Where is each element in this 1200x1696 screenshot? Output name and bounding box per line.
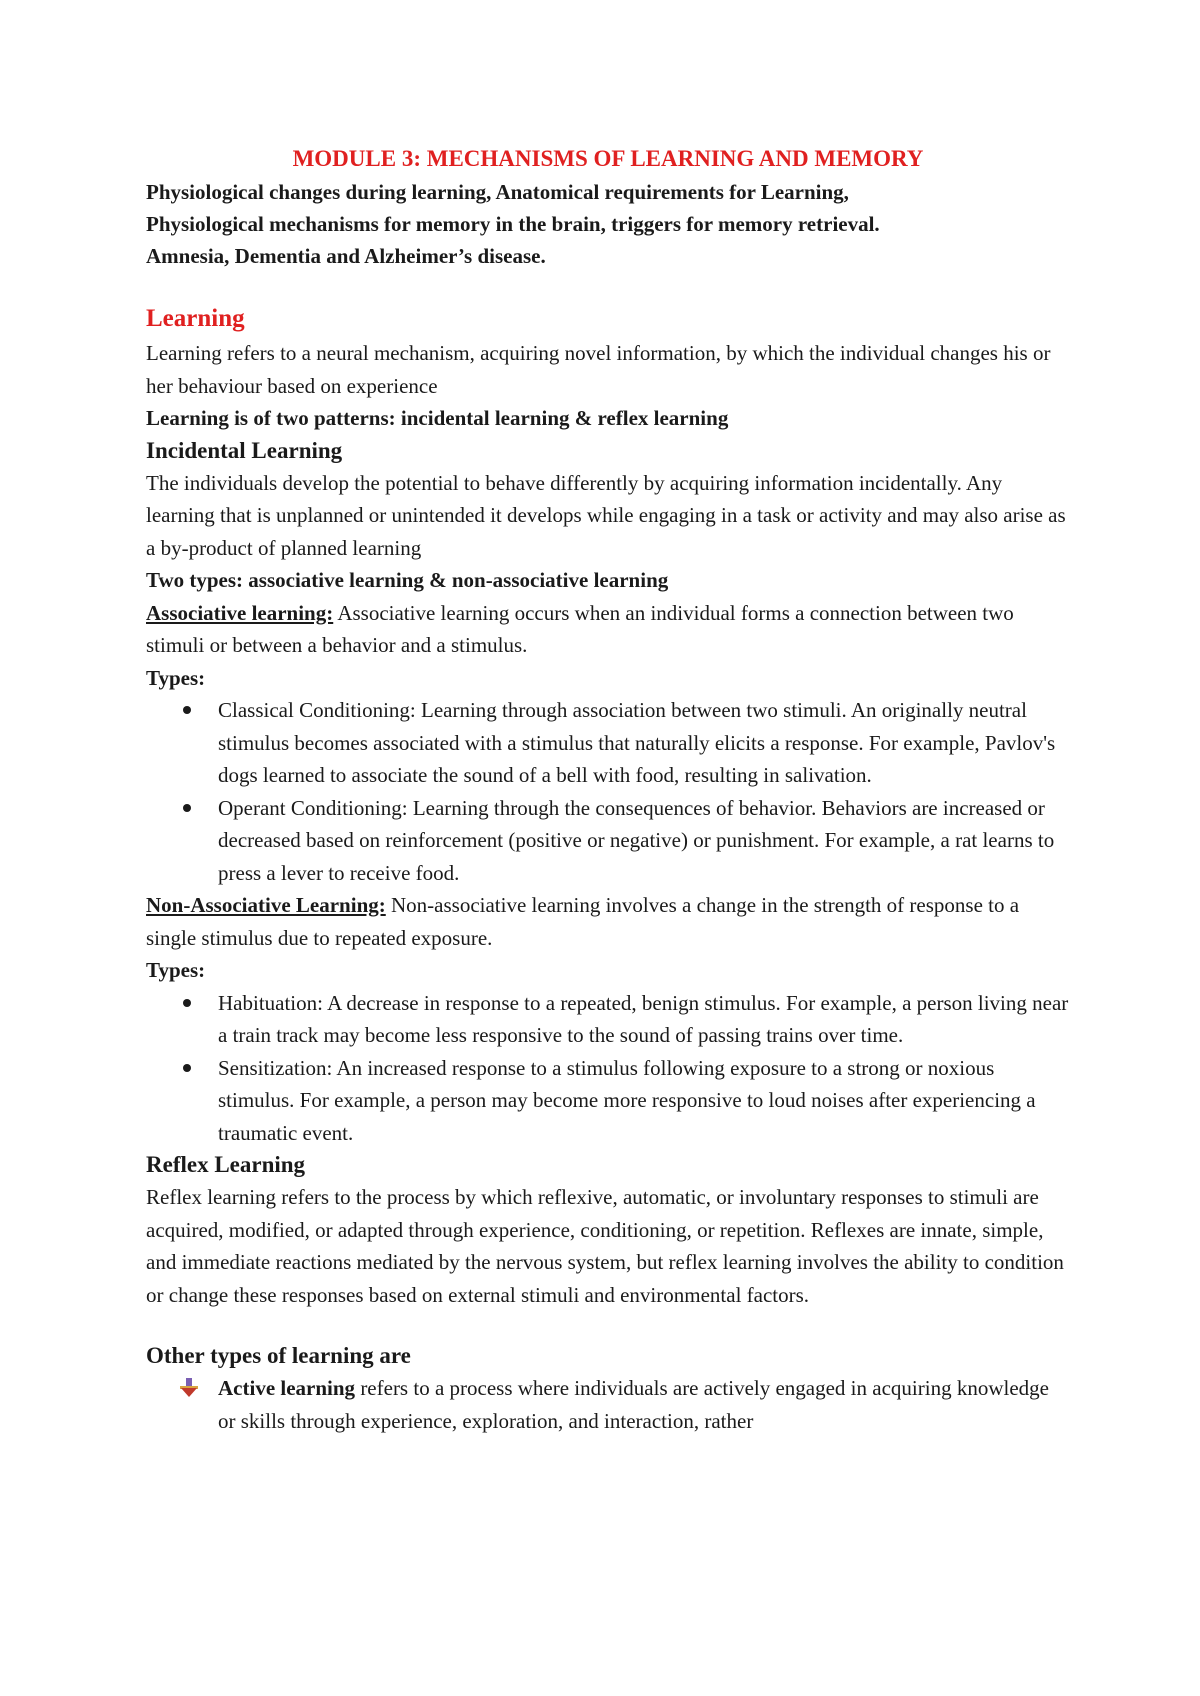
subtitle-line: Physiological changes during learning, Anatomical requirements for Learning, — [146, 180, 849, 204]
bullet-icon — [183, 706, 191, 714]
list-item-text: Classical Conditioning: Learning through association between two stimuli. An originally neutral stimulus becomes associated with a stimulus that naturally elicits a response. For example, Pavlov's dogs learned to associate the sound of a bell with food, resulting in salivation. — [218, 698, 1056, 787]
associative-types-list — [146, 694, 1070, 889]
spacer — [146, 272, 1070, 301]
list-item — [218, 1052, 1070, 1150]
list-item — [218, 792, 1070, 890]
list-item — [218, 987, 1070, 1052]
page-title: MODULE 3: MECHANISMS OF LEARNING AND MEMORY — [292, 146, 924, 171]
arrow-down-bullet-icon — [180, 1378, 198, 1398]
list-item — [218, 694, 1070, 792]
subtitle-line: Amnesia, Dementia and Alzheimer’s disease. — [146, 244, 546, 268]
subtitle-line: Physiological mechanisms for memory in the brain, triggers for memory retrieval. — [146, 212, 880, 236]
section-heading-other: Other types of learning are — [146, 1343, 411, 1368]
section-heading-learning: Learning — [146, 305, 245, 332]
bullet-icon — [183, 999, 191, 1007]
other-item-term: Active learning — [218, 1376, 356, 1400]
incidental-text: The individuals develop the potential to behave differently by acquiring information incidentally. Any learning that is unplanned or unintended it develops while engaging in a task or activity and may also arise as a by-product of planned learning — [146, 470, 1066, 560]
section-heading-reflex: Reflex Learning — [146, 1152, 306, 1177]
list-item-text: Operant Conditioning: Learning through the consequences of behavior. Behaviors are increased or decreased based on reinforcement (positive or negative) or punishment. For example, a rat learns to press a lever to receive food. — [218, 795, 1055, 885]
list-item-text: Sensitization: An increased response to a stimulus following exposure to a strong or noxious stimulus. For example, a person may become more responsive to loud noises after experiencing a traumatic event. — [218, 1055, 1036, 1145]
associative-types-label: Types: — [146, 665, 206, 690]
associative-text: Associative learning occurs when an individual forms a connection between two stimuli or between a behavior and a stimulus. — [146, 600, 1014, 657]
bullet-icon — [183, 1064, 191, 1072]
other-types-list — [146, 1372, 1070, 1437]
list-item-text: Habituation: A decrease in response to a repeated, benign stimulus. For example, a person living near a train track may become less responsive to the sound of passing trains over time. — [218, 990, 1069, 1047]
non-associative-paragraph — [146, 889, 1070, 954]
spacer — [146, 1311, 1070, 1340]
section-heading-incidental: Incidental Learning — [146, 437, 343, 463]
learning-patterns: Learning is of two patterns: incidental learning & reflex learning — [146, 406, 729, 430]
non-associative-types-list — [146, 987, 1070, 1150]
list-item — [218, 1372, 1070, 1437]
bullet-icon — [183, 804, 191, 812]
non-associative-types-label: Types: — [146, 958, 206, 982]
reflex-text: Reflex learning refers to the process by which reflexive, automatic, or involuntary responses to stimuli are acquired, modified, or adapted through experience, conditioning, or repetition. Reflexes are innate, simple, and immediate reactions mediated by the nervous system, but reflex learning involves the ability to condition or change these responses based on external stimuli and environmental factors. — [146, 1185, 1064, 1307]
non-associative-label: Non-Associative Learning: — [146, 893, 386, 917]
non-associative-text: Non-associative learning involves a change in the strength of response to a single stimulus due to repeated exposure. — [146, 893, 1020, 950]
incidental-two-types: Two types: associative learning & non-associative learning — [146, 568, 669, 592]
other-item-text: refers to a process where individuals are actively engaged in acquiring knowledge or skills through experience, exploration, and interaction, rather — [218, 1376, 1049, 1433]
associative-label: Associative learning: — [146, 600, 334, 625]
learning-definition: Learning refers to a neural mechanism, acquiring novel information, by which the individual changes his or her behaviour based on experience — [146, 341, 1051, 398]
associative-paragraph — [146, 597, 1070, 662]
